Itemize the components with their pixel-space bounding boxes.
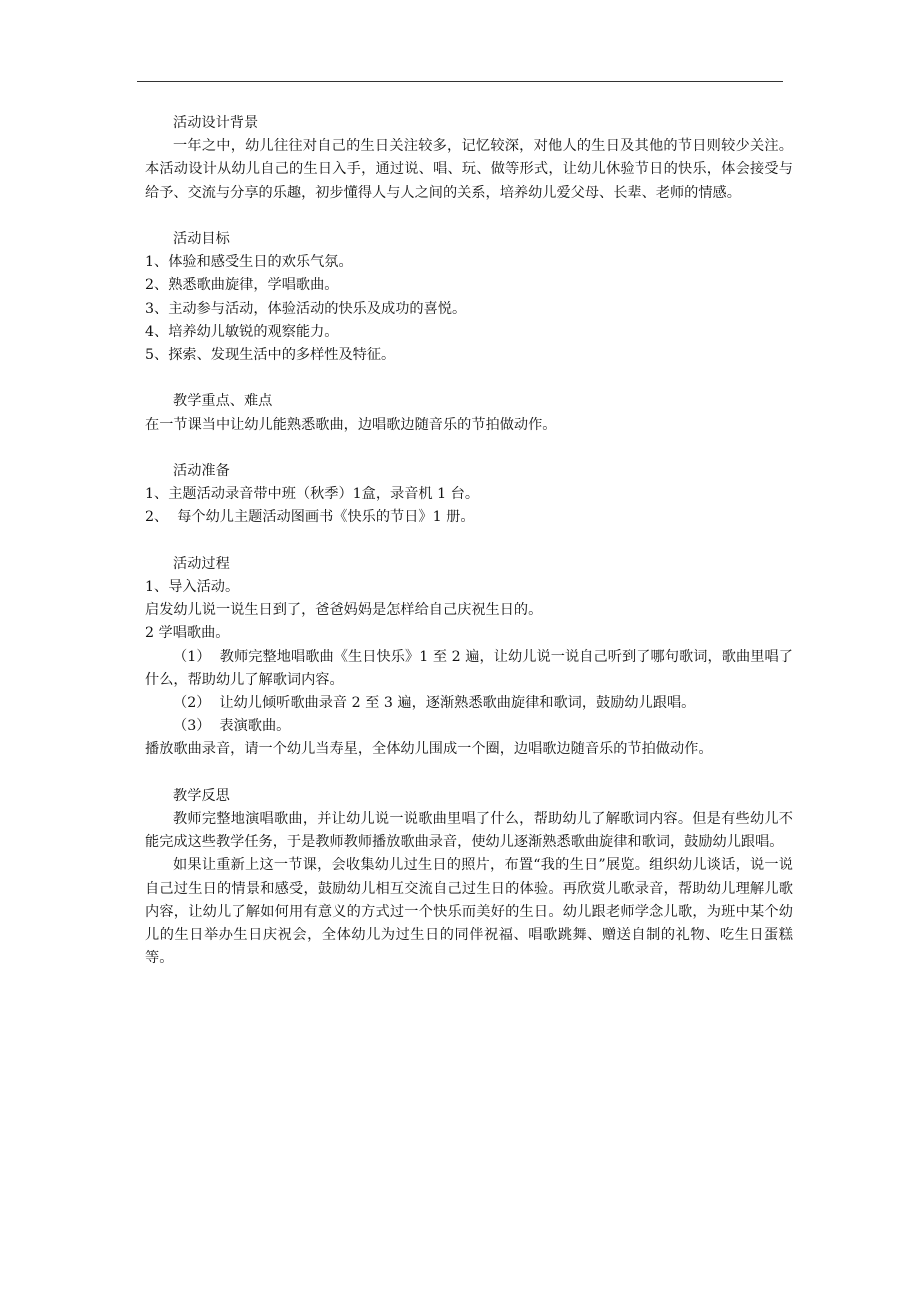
spacer (145, 762, 793, 785)
process-substep: （1） 教师完整地唱歌曲《生日快乐》1 至 2 遍，让幼儿说一说自己听到了哪句歌词，歌曲里唱了什么，帮助幼儿了解歌词内容。 (145, 648, 793, 688)
process-substep: （3） 表演歌曲。 (173, 718, 291, 735)
key-points-text: 在一节课当中让幼儿能熟悉歌曲，边唱歌边随音乐的节拍做动作。 (145, 416, 557, 433)
process-step-title: 2 学唱歌曲。 (145, 625, 230, 642)
key-points-heading: 教学重点、难点 (173, 393, 273, 410)
preparation-item: 1、主题活动录音带中班（秋季）1盒，录音机 1 台。 (145, 486, 480, 503)
process-step-text: 启发幼儿说一说生日到了，爸爸妈妈是怎样给自己庆祝生日的。 (145, 602, 543, 619)
goal-item: 3、主动参与活动，体验活动的快乐及成功的喜悦。 (145, 300, 467, 317)
process-heading: 活动过程 (173, 555, 230, 572)
header-rule (137, 81, 783, 82)
goal-item: 1、体验和感受生日的欢乐气氛。 (145, 254, 353, 271)
goal-item: 4、培养幼儿敏锐的观察能力。 (145, 323, 339, 340)
spacer (145, 437, 793, 460)
reflection-paragraph: 如果让重新上这一节课，会收集幼儿过生日的照片，布置“我的生日”展览。组织幼儿谈话，说一说自己过生日的情景和感受，鼓励幼儿相互交流自己过生日的体验。再欣赏儿歌录音，帮助幼儿理解儿歌内容，让幼儿了解如何用有意义的方式过一个快乐而美好的生日。幼儿跟老师学念儿歌，为班中某个幼儿的生日举办生日庆祝会，全体幼儿为过生日的同伴祝福、唱歌跳舞、赠送自制的礼物、吃生日蛋糕等。 (145, 857, 793, 967)
process-step-title: 1、导入活动。 (145, 579, 240, 595)
preparation-heading: 活动准备 (173, 463, 230, 479)
background-heading: 活动设计背景 (173, 115, 259, 131)
goal-item: 2、熟悉歌曲旋律，学唱歌曲。 (145, 277, 339, 294)
reflection-heading: 教学反思 (173, 787, 230, 804)
goal-item: 5、探索、发现生活中的多样性及特征。 (145, 347, 396, 364)
spacer (145, 205, 793, 228)
preparation-item: 2、 每个幼儿主题活动图画书《快乐的节日》1 册。 (145, 509, 475, 526)
document-body (145, 112, 793, 970)
goals-heading: 活动目标 (173, 231, 230, 247)
background-paragraph: 一年之中，幼儿往往对自己的生日关注较多，记忆较深，对他人的生日及其他的节日则较少关注。本活动设计从幼儿自己的生日入手，通过说、唱、玩、做等形式，让幼儿休验节日的快乐，体会接受与给予、交流与分享的乐趣，初步懂得人与人之间的关系，培养幼儿爱父母、长辈、老师的情感。 (145, 138, 793, 201)
process-substep-text: 播放歌曲录音，请一个幼儿当寿星，全体幼儿围成一个圈，边唱歌边随音乐的节拍做动作。 (145, 741, 713, 758)
spacer (145, 367, 793, 390)
reflection-paragraph: 教师完整地演唱歌曲，并让幼儿说一说歌曲里唱了什么，帮助幼儿了解歌词内容。但是有些幼儿不能完成这些教学任务，于是教师教师播放歌曲录音，使幼儿逐渐熟悉歌曲旋律和歌词，鼓励幼儿跟唱。 (145, 811, 793, 851)
process-substep: （2） 让幼儿倾听歌曲录音 2 至 3 遍，逐渐熟悉歌曲旋律和歌词，鼓励幼儿跟唱。 (173, 695, 696, 712)
spacer (145, 530, 793, 553)
